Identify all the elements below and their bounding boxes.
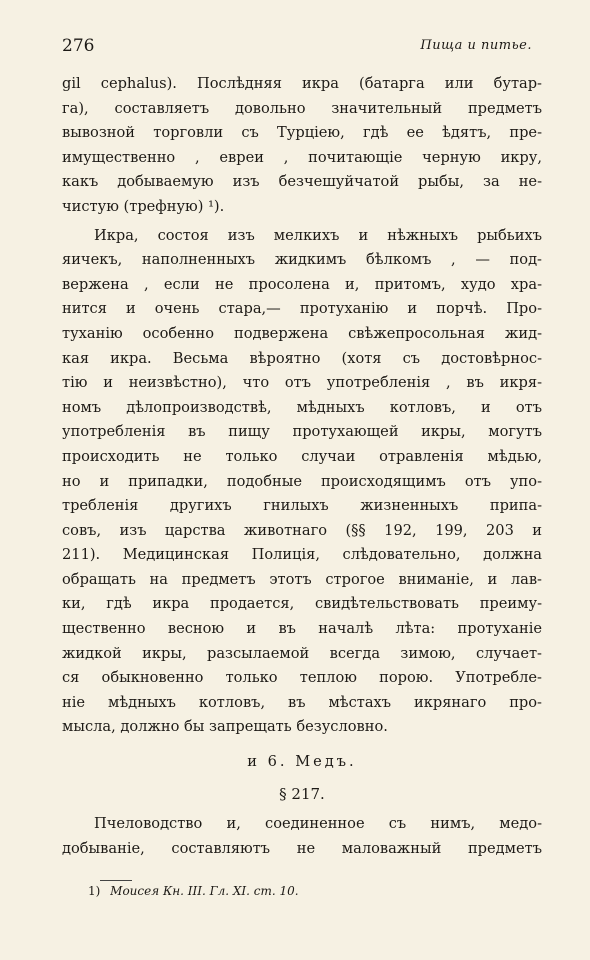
text-line: ся обыкновенно только теплою порою. Употребле- [62, 669, 542, 687]
text-line: кая икра. Весьма вѣроятно (хотя съ достовѣрнос- [62, 349, 542, 367]
text-line: туханію особенно подвержена свѣжепросольная жид- [62, 324, 542, 342]
running-head: Пища и питье. [420, 38, 532, 53]
page-number: 276 [62, 36, 95, 56]
footnote-mark: 1) [88, 884, 101, 898]
text-line: Пчеловодство и, соединенное съ нимъ, медо- [94, 815, 542, 833]
text-line: тію и неизвѣстно), что отъ употребленія , въ икря- [62, 374, 542, 392]
paragraph-3 [62, 812, 542, 861]
text-line: яичекъ, наполненныхъ жидкимъ бѣлкомъ , — под- [62, 251, 542, 269]
paragraph-1 [62, 72, 542, 220]
footnote-text: Моисея Кн. III. Гл. XI. ст. 10. [110, 884, 299, 898]
footnote-rule [100, 880, 132, 881]
text-line: жидкой икры, разсылаемой всегда зимою, случает- [62, 644, 542, 662]
text-line: требленія другихъ гнилыхъ жизненныхъ припа- [62, 497, 542, 515]
text-line: ніе мѣдныхъ котловъ, въ мѣстахъ икрянаго про- [62, 693, 542, 711]
text-line: употребленія въ пищу протухающей икры, могутъ [62, 423, 542, 441]
text-line: мысла, должно бы запрещать безусловно. [62, 718, 388, 736]
text-line: какъ добываемую изъ безчешуйчатой рыбы, за не- [62, 173, 542, 191]
text-line: происходить не только случаи отравленія мѣдью, [62, 447, 542, 465]
text-line: 211). Медицинская Полиція, слѣдовательно, должна [62, 546, 542, 564]
text-line: имущественно , евреи , почитающіе черную икру, [62, 148, 542, 166]
text-line: Икра, состоя изъ мелкихъ и нѣжныхъ рыбьихъ [94, 226, 542, 244]
text-line: номъ дѣлопроизводствѣ, мѣдныхъ котловъ, и отъ [62, 398, 542, 416]
text-line: га), составляетъ довольно значительный предметъ [62, 99, 542, 117]
body-text [62, 72, 542, 861]
text-line: совъ, изъ царства животнаго (§§ 192, 199, 203 и [62, 521, 542, 539]
text-line: но и припадки, подобные происходящимъ отъ упо- [62, 472, 542, 490]
text-line: вывозной торговли съ Турціею, гдѣ ее ѣдятъ, пре- [62, 124, 542, 142]
page-header [62, 36, 532, 60]
text-line: нится и очень стара,— протуханію и порчѣ. Про- [62, 300, 542, 318]
footnote [88, 884, 299, 898]
text-line: обращать на предметъ этотъ строгое вниманіе, и лав- [62, 570, 542, 588]
text-line: gil cephalus). Послѣдняя икра (батарга или бутар- [62, 75, 542, 92]
section-number: § 217. [279, 785, 325, 804]
text-line: ки, гдѣ икра продается, свидѣтельствовать преиму- [62, 595, 542, 613]
text-line: чистую (трефную) ¹). [62, 197, 225, 215]
text-line: добываніе, составляютъ не маловажный предметъ [62, 839, 542, 857]
text-line: щественно весною и въ началѣ лѣта: протуханіе [62, 620, 542, 638]
text-line: вержена , если не просолена и, притомъ, худо хра- [62, 275, 542, 293]
paragraph-2 [62, 224, 542, 740]
section-heading: и 6. Медъ. [247, 753, 357, 771]
